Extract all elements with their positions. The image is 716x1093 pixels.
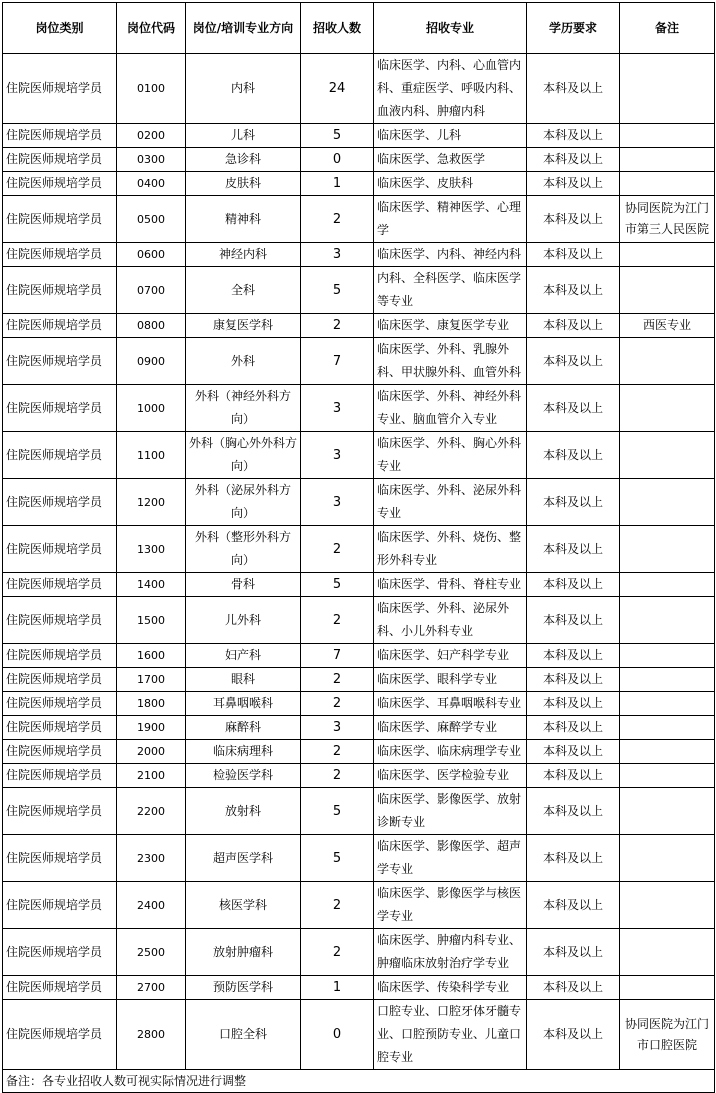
row-direction: 预防医学科 bbox=[186, 976, 301, 1000]
row-category: 住院医师规培学员 bbox=[3, 196, 117, 243]
table-row bbox=[3, 835, 715, 882]
table-row bbox=[3, 314, 715, 338]
row-education: 本科及以上 bbox=[527, 267, 620, 314]
row-code: 1000 bbox=[117, 385, 186, 432]
row-education: 本科及以上 bbox=[527, 196, 620, 243]
table-row bbox=[3, 172, 715, 196]
row-note bbox=[620, 54, 715, 124]
row-category: 住院医师规培学员 bbox=[3, 148, 117, 172]
row-direction: 外科 bbox=[186, 338, 301, 385]
row-code: 2500 bbox=[117, 929, 186, 976]
row-category: 住院医师规培学员 bbox=[3, 644, 117, 668]
row-count: 5 bbox=[301, 124, 374, 148]
row-direction: 外科（胸心外外科方向） bbox=[186, 432, 301, 479]
table-row bbox=[3, 526, 715, 573]
table-row bbox=[3, 243, 715, 267]
row-note bbox=[620, 526, 715, 573]
row-code: 2400 bbox=[117, 882, 186, 929]
row-code: 0700 bbox=[117, 267, 186, 314]
row-majors: 临床医学、儿科 bbox=[374, 124, 527, 148]
row-note bbox=[620, 764, 715, 788]
row-direction: 放射肿瘤科 bbox=[186, 929, 301, 976]
row-note bbox=[620, 385, 715, 432]
row-direction: 外科（整形外科方向） bbox=[186, 526, 301, 573]
row-education: 本科及以上 bbox=[527, 479, 620, 526]
row-education: 本科及以上 bbox=[527, 124, 620, 148]
row-count: 1 bbox=[301, 976, 374, 1000]
row-education: 本科及以上 bbox=[527, 788, 620, 835]
row-note bbox=[620, 929, 715, 976]
row-direction: 临床病理科 bbox=[186, 740, 301, 764]
row-category: 住院医师规培学员 bbox=[3, 882, 117, 929]
row-education: 本科及以上 bbox=[527, 243, 620, 267]
row-direction: 皮肤科 bbox=[186, 172, 301, 196]
table-row bbox=[3, 385, 715, 432]
row-direction: 妇产科 bbox=[186, 644, 301, 668]
row-majors: 临床医学、耳鼻咽喉科专业 bbox=[374, 692, 527, 716]
row-majors: 临床医学、外科、泌尿外科、小儿外科专业 bbox=[374, 597, 527, 644]
row-category: 住院医师规培学员 bbox=[3, 314, 117, 338]
row-category: 住院医师规培学员 bbox=[3, 338, 117, 385]
row-note bbox=[620, 788, 715, 835]
row-education: 本科及以上 bbox=[527, 314, 620, 338]
row-majors: 临床医学、骨科、脊柱专业 bbox=[374, 573, 527, 597]
table-row bbox=[3, 267, 715, 314]
table-row bbox=[3, 148, 715, 172]
header-count: 招收人数 bbox=[301, 3, 374, 54]
row-note bbox=[620, 243, 715, 267]
row-category: 住院医师规培学员 bbox=[3, 124, 117, 148]
row-count: 2 bbox=[301, 740, 374, 764]
row-education: 本科及以上 bbox=[527, 668, 620, 692]
row-education: 本科及以上 bbox=[527, 976, 620, 1000]
row-code: 1400 bbox=[117, 573, 186, 597]
row-majors: 口腔专业、口腔牙体牙髓专业、口腔预防专业、儿童口腔专业 bbox=[374, 1000, 527, 1070]
row-note bbox=[620, 432, 715, 479]
row-note bbox=[620, 573, 715, 597]
table-row bbox=[3, 764, 715, 788]
row-category: 住院医师规培学员 bbox=[3, 976, 117, 1000]
row-code: 2800 bbox=[117, 1000, 186, 1070]
table-row bbox=[3, 1000, 715, 1070]
row-direction: 放射科 bbox=[186, 788, 301, 835]
row-education: 本科及以上 bbox=[527, 172, 620, 196]
row-note bbox=[620, 267, 715, 314]
table-row bbox=[3, 740, 715, 764]
row-majors: 临床医学、外科、泌尿外科专业 bbox=[374, 479, 527, 526]
header-code: 岗位代码 bbox=[117, 3, 186, 54]
row-education: 本科及以上 bbox=[527, 338, 620, 385]
row-majors: 临床医学、外科、烧伤、整形外科专业 bbox=[374, 526, 527, 573]
row-note: 协同医院为江门市口腔医院 bbox=[620, 1000, 715, 1070]
table-row bbox=[3, 668, 715, 692]
row-majors: 临床医学、外科、神经外科专业、脑血管介入专业 bbox=[374, 385, 527, 432]
row-note bbox=[620, 172, 715, 196]
row-count: 2 bbox=[301, 668, 374, 692]
row-count: 2 bbox=[301, 692, 374, 716]
row-majors: 临床医学、传染科学专业 bbox=[374, 976, 527, 1000]
row-category: 住院医师规培学员 bbox=[3, 54, 117, 124]
row-direction: 外科（泌尿外科方向） bbox=[186, 479, 301, 526]
table-row bbox=[3, 432, 715, 479]
row-majors: 临床医学、临床病理学专业 bbox=[374, 740, 527, 764]
row-majors: 临床医学、内科、神经内科 bbox=[374, 243, 527, 267]
row-count: 5 bbox=[301, 788, 374, 835]
header-category: 岗位类别 bbox=[3, 3, 117, 54]
table-row bbox=[3, 597, 715, 644]
row-direction: 超声医学科 bbox=[186, 835, 301, 882]
row-count: 5 bbox=[301, 267, 374, 314]
row-direction: 全科 bbox=[186, 267, 301, 314]
row-direction: 口腔全科 bbox=[186, 1000, 301, 1070]
row-code: 1500 bbox=[117, 597, 186, 644]
row-education: 本科及以上 bbox=[527, 54, 620, 124]
header-majors: 招收专业 bbox=[374, 3, 527, 54]
row-majors: 内科、全科医学、临床医学等专业 bbox=[374, 267, 527, 314]
row-code: 0200 bbox=[117, 124, 186, 148]
row-code: 1200 bbox=[117, 479, 186, 526]
row-note bbox=[620, 479, 715, 526]
row-note bbox=[620, 716, 715, 740]
row-count: 7 bbox=[301, 644, 374, 668]
row-count: 5 bbox=[301, 573, 374, 597]
row-direction: 检验医学科 bbox=[186, 764, 301, 788]
header-education: 学历要求 bbox=[527, 3, 620, 54]
row-category: 住院医师规培学员 bbox=[3, 385, 117, 432]
row-education: 本科及以上 bbox=[527, 385, 620, 432]
row-category: 住院医师规培学员 bbox=[3, 1000, 117, 1070]
row-code: 1900 bbox=[117, 716, 186, 740]
row-note bbox=[620, 148, 715, 172]
row-count: 3 bbox=[301, 243, 374, 267]
row-education: 本科及以上 bbox=[527, 929, 620, 976]
row-note bbox=[620, 740, 715, 764]
table-row bbox=[3, 54, 715, 124]
table-row bbox=[3, 124, 715, 148]
row-category: 住院医师规培学员 bbox=[3, 740, 117, 764]
row-note bbox=[620, 668, 715, 692]
row-category: 住院医师规培学员 bbox=[3, 716, 117, 740]
row-direction: 神经内科 bbox=[186, 243, 301, 267]
row-education: 本科及以上 bbox=[527, 692, 620, 716]
row-majors: 临床医学、医学检验专业 bbox=[374, 764, 527, 788]
row-code: 0900 bbox=[117, 338, 186, 385]
row-majors: 临床医学、影像医学与核医学专业 bbox=[374, 882, 527, 929]
row-majors: 临床医学、影像医学、放射诊断专业 bbox=[374, 788, 527, 835]
row-direction: 眼科 bbox=[186, 668, 301, 692]
row-note bbox=[620, 644, 715, 668]
row-category: 住院医师规培学员 bbox=[3, 479, 117, 526]
row-note bbox=[620, 976, 715, 1000]
row-majors: 临床医学、肿瘤内科专业、肿瘤临床放射治疗学专业 bbox=[374, 929, 527, 976]
row-note bbox=[620, 597, 715, 644]
row-majors: 临床医学、妇产科学专业 bbox=[374, 644, 527, 668]
row-note: 西医专业 bbox=[620, 314, 715, 338]
row-count: 2 bbox=[301, 882, 374, 929]
row-category: 住院医师规培学员 bbox=[3, 835, 117, 882]
table-row bbox=[3, 196, 715, 243]
row-count: 3 bbox=[301, 432, 374, 479]
row-code: 2300 bbox=[117, 835, 186, 882]
row-direction: 耳鼻咽喉科 bbox=[186, 692, 301, 716]
row-education: 本科及以上 bbox=[527, 835, 620, 882]
row-category: 住院医师规培学员 bbox=[3, 267, 117, 314]
row-education: 本科及以上 bbox=[527, 148, 620, 172]
row-code: 0500 bbox=[117, 196, 186, 243]
row-count: 2 bbox=[301, 764, 374, 788]
row-code: 1700 bbox=[117, 668, 186, 692]
row-category: 住院医师规培学员 bbox=[3, 668, 117, 692]
table-row bbox=[3, 716, 715, 740]
table-row bbox=[3, 788, 715, 835]
table-row bbox=[3, 929, 715, 976]
table-row bbox=[3, 692, 715, 716]
row-note bbox=[620, 338, 715, 385]
row-note bbox=[620, 692, 715, 716]
row-education: 本科及以上 bbox=[527, 740, 620, 764]
row-category: 住院医师规培学员 bbox=[3, 764, 117, 788]
row-education: 本科及以上 bbox=[527, 1000, 620, 1070]
row-category: 住院医师规培学员 bbox=[3, 243, 117, 267]
row-count: 7 bbox=[301, 338, 374, 385]
row-note: 协同医院为江门市第三人民医院 bbox=[620, 196, 715, 243]
row-count: 3 bbox=[301, 716, 374, 740]
row-direction: 麻醉科 bbox=[186, 716, 301, 740]
row-direction: 骨科 bbox=[186, 573, 301, 597]
row-majors: 临床医学、皮肤科 bbox=[374, 172, 527, 196]
row-code: 1600 bbox=[117, 644, 186, 668]
table-row bbox=[3, 338, 715, 385]
header-direction: 岗位/培训专业方向 bbox=[186, 3, 301, 54]
row-count: 5 bbox=[301, 835, 374, 882]
row-code: 1100 bbox=[117, 432, 186, 479]
row-education: 本科及以上 bbox=[527, 597, 620, 644]
row-direction: 儿外科 bbox=[186, 597, 301, 644]
row-count: 0 bbox=[301, 1000, 374, 1070]
row-majors: 临床医学、眼科学专业 bbox=[374, 668, 527, 692]
row-code: 1800 bbox=[117, 692, 186, 716]
row-code: 0400 bbox=[117, 172, 186, 196]
footer-note: 备注：各专业招收人数可视实际情况进行调整 bbox=[3, 1070, 715, 1093]
row-count: 3 bbox=[301, 479, 374, 526]
row-count: 2 bbox=[301, 597, 374, 644]
recruitment-table bbox=[2, 2, 715, 1093]
row-note bbox=[620, 835, 715, 882]
table-row bbox=[3, 976, 715, 1000]
row-category: 住院医师规培学员 bbox=[3, 597, 117, 644]
row-category: 住院医师规培学员 bbox=[3, 172, 117, 196]
footer-row bbox=[3, 1070, 715, 1093]
row-majors: 临床医学、急救医学 bbox=[374, 148, 527, 172]
row-majors: 临床医学、康复医学专业 bbox=[374, 314, 527, 338]
row-majors: 临床医学、影像医学、超声学专业 bbox=[374, 835, 527, 882]
row-code: 0600 bbox=[117, 243, 186, 267]
row-majors: 临床医学、外科、乳腺外科、甲状腺外科、血管外科 bbox=[374, 338, 527, 385]
row-count: 1 bbox=[301, 172, 374, 196]
row-direction: 儿科 bbox=[186, 124, 301, 148]
row-count: 2 bbox=[301, 929, 374, 976]
row-direction: 急诊科 bbox=[186, 148, 301, 172]
table-row bbox=[3, 573, 715, 597]
row-direction: 外科（神经外科方向） bbox=[186, 385, 301, 432]
row-category: 住院医师规培学员 bbox=[3, 573, 117, 597]
row-count: 3 bbox=[301, 385, 374, 432]
row-code: 1300 bbox=[117, 526, 186, 573]
row-code: 2100 bbox=[117, 764, 186, 788]
table-row bbox=[3, 479, 715, 526]
row-education: 本科及以上 bbox=[527, 764, 620, 788]
row-direction: 内科 bbox=[186, 54, 301, 124]
row-direction: 核医学科 bbox=[186, 882, 301, 929]
row-education: 本科及以上 bbox=[527, 882, 620, 929]
row-majors: 临床医学、麻醉学专业 bbox=[374, 716, 527, 740]
row-code: 0300 bbox=[117, 148, 186, 172]
row-category: 住院医师规培学员 bbox=[3, 432, 117, 479]
row-code: 0100 bbox=[117, 54, 186, 124]
row-count: 24 bbox=[301, 54, 374, 124]
row-count: 0 bbox=[301, 148, 374, 172]
row-education: 本科及以上 bbox=[527, 432, 620, 479]
row-code: 2000 bbox=[117, 740, 186, 764]
table-row bbox=[3, 644, 715, 668]
row-note bbox=[620, 124, 715, 148]
row-code: 2200 bbox=[117, 788, 186, 835]
row-education: 本科及以上 bbox=[527, 573, 620, 597]
row-education: 本科及以上 bbox=[527, 526, 620, 573]
row-category: 住院医师规培学员 bbox=[3, 526, 117, 573]
row-majors: 临床医学、外科、胸心外科专业 bbox=[374, 432, 527, 479]
row-category: 住院医师规培学员 bbox=[3, 788, 117, 835]
header-row bbox=[3, 3, 715, 54]
header-note: 备注 bbox=[620, 3, 715, 54]
row-count: 2 bbox=[301, 526, 374, 573]
row-category: 住院医师规培学员 bbox=[3, 929, 117, 976]
row-education: 本科及以上 bbox=[527, 644, 620, 668]
row-category: 住院医师规培学员 bbox=[3, 692, 117, 716]
row-majors: 临床医学、内科、心血管内科、重症医学、呼吸内科、血液内科、肿瘤内科 bbox=[374, 54, 527, 124]
row-code: 2700 bbox=[117, 976, 186, 1000]
row-code: 0800 bbox=[117, 314, 186, 338]
row-note bbox=[620, 882, 715, 929]
table-row bbox=[3, 882, 715, 929]
row-direction: 精神科 bbox=[186, 196, 301, 243]
row-direction: 康复医学科 bbox=[186, 314, 301, 338]
row-count: 2 bbox=[301, 314, 374, 338]
row-education: 本科及以上 bbox=[527, 716, 620, 740]
row-majors: 临床医学、精神医学、心理学 bbox=[374, 196, 527, 243]
row-count: 2 bbox=[301, 196, 374, 243]
